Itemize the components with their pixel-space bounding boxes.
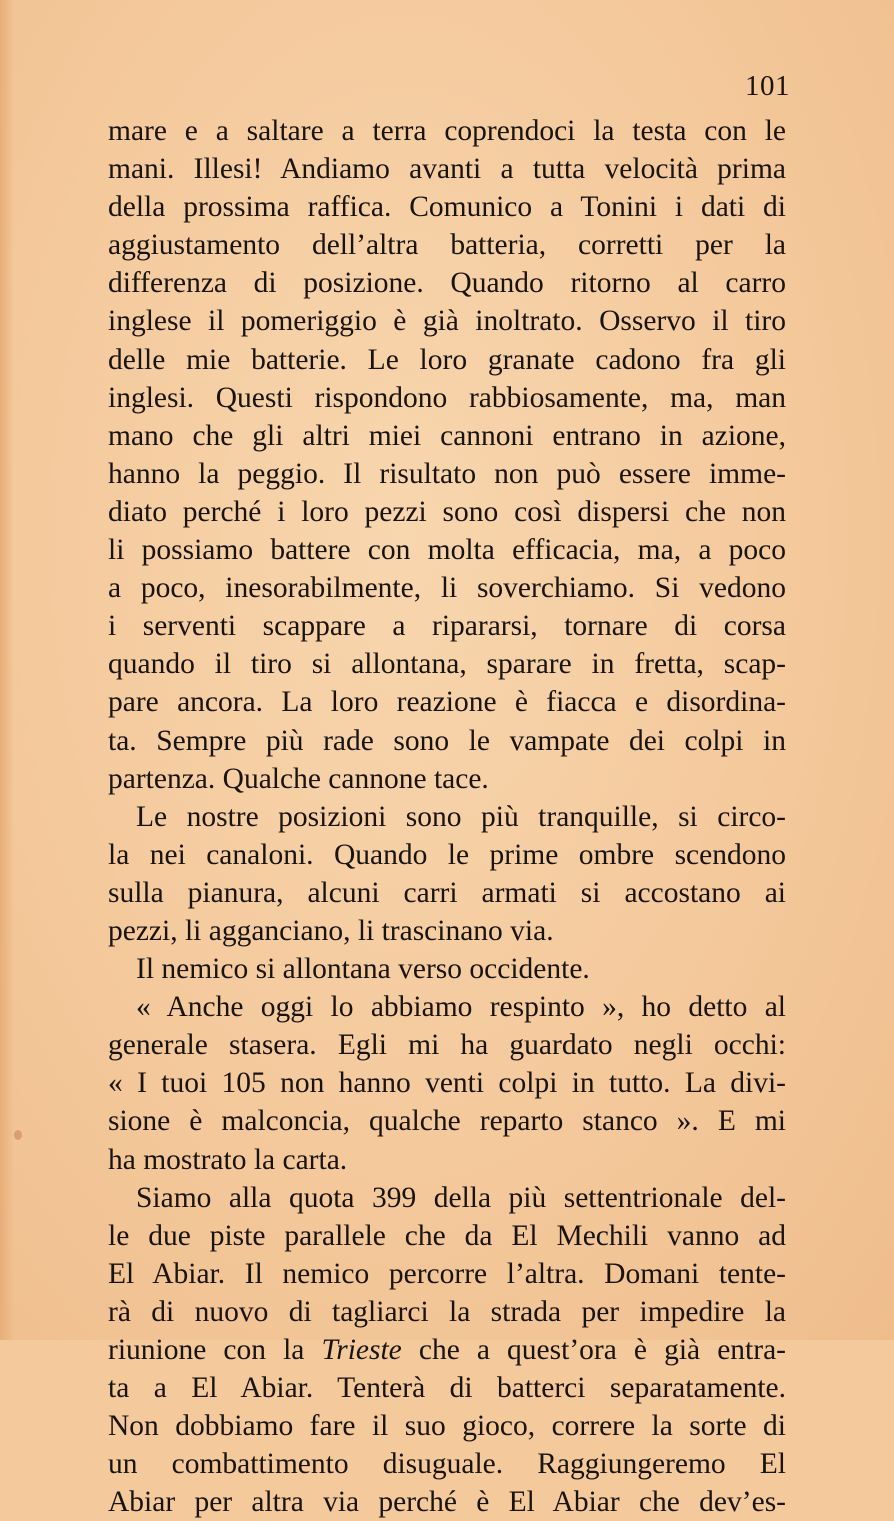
text-line: Il nemico si allontana verso occidente.: [136, 953, 590, 986]
text-line: li possiamo battere con molta efficacia, ma, a poco: [108, 534, 786, 567]
text-fragment: che a quest’ora è già entra-: [401, 1334, 786, 1366]
text-fragment: riunione con la: [108, 1334, 322, 1366]
text-line: quando il tiro si allontana, sparare in fretta, scap-: [108, 648, 786, 681]
text-line: mare e a saltare a terra coprendoci la testa con le: [108, 115, 786, 147]
text-line: ta. Sempre più rade sono le vampate dei colpi in: [108, 724, 786, 757]
text-line: Abiar per altra via perché è El Abiar che dev’es-: [108, 1486, 786, 1519]
text-line: mani. Illesi! Andiamo avanti a tutta velocità prima: [108, 153, 786, 186]
text-line: [108, 1331, 786, 1369]
text-line: differenza di posizione. Quando ritorno al carro: [108, 267, 786, 300]
text-line: della prossima raffica. Comunico a Tonini i dati di: [108, 191, 786, 224]
text-line: Le nostre posizioni sono più tranquille, si circo-: [136, 800, 786, 833]
text-line: a poco, inesorabilmente, li soverchiamo. Si vedono: [108, 572, 786, 605]
text-line: ha mostrato la carta.: [108, 1143, 348, 1176]
text-line: inglesi. Questi rispondono rabbiosamente, ma, man: [108, 381, 786, 414]
text-line: hanno la peggio. Il risultato non può essere imme-: [108, 457, 786, 490]
text-line: diato perché i loro pezzi sono così dispersi che non: [108, 495, 786, 528]
text-line: El Abiar. Il nemico percorre l’altra. Domani tente-: [108, 1257, 786, 1290]
text-line: Siamo alla quota 399 della più settentrionale del-: [136, 1181, 786, 1214]
text-line: le due piste parallele che da El Mechili vanno ad: [108, 1219, 786, 1252]
italic-title: Trieste: [321, 1334, 402, 1366]
text-line: sulla pianura, alcuni carri armati si accostano ai: [108, 876, 786, 909]
text-line: aggiustamento dell’altra batteria, corretti per la: [108, 229, 786, 262]
paper-speck: [14, 1130, 22, 1140]
body-text: [108, 112, 786, 1521]
text-line: i serventi scappare a ripararsi, tornare di corsa: [108, 610, 786, 643]
text-line: pare ancora. La loro reazione è fiacca e disordina-: [108, 686, 786, 719]
text-line: Non dobbiamo fare il suo gioco, correre la sorte di: [108, 1410, 786, 1443]
text-line: partenza. Qualche cannone tace.: [108, 762, 489, 795]
text-line: rà di nuovo di tagliarci la strada per impedire la: [108, 1295, 786, 1328]
text-line: delle mie batterie. Le loro granate cadono fra gli: [108, 343, 786, 376]
text-line: un combattimento disuguale. Raggiungeremo El: [108, 1448, 786, 1481]
text-line: la nei canaloni. Quando le prime ombre scendono: [108, 838, 786, 871]
text-line: pezzi, li agganciano, li trascinano via.: [108, 914, 554, 947]
text-line: mano che gli altri miei cannoni entrano in azione,: [108, 419, 786, 452]
text-line: « Anche oggi lo abbiamo respinto », ho detto al: [136, 991, 786, 1024]
text-line: inglese il pomeriggio è già inoltrato. Osservo il tiro: [108, 305, 786, 338]
text-line: generale stasera. Egli mi ha guardato negli occhi:: [108, 1029, 786, 1062]
text-line: « I tuoi 105 non hanno venti colpi in tutto. La divi-: [108, 1067, 786, 1100]
text-line: sione è malconcia, qualche reparto stanco ». E mi: [108, 1105, 786, 1138]
text-line: ta a El Abiar. Tenterà di batterci separatamente.: [108, 1372, 786, 1405]
page-number: 101: [745, 70, 790, 102]
